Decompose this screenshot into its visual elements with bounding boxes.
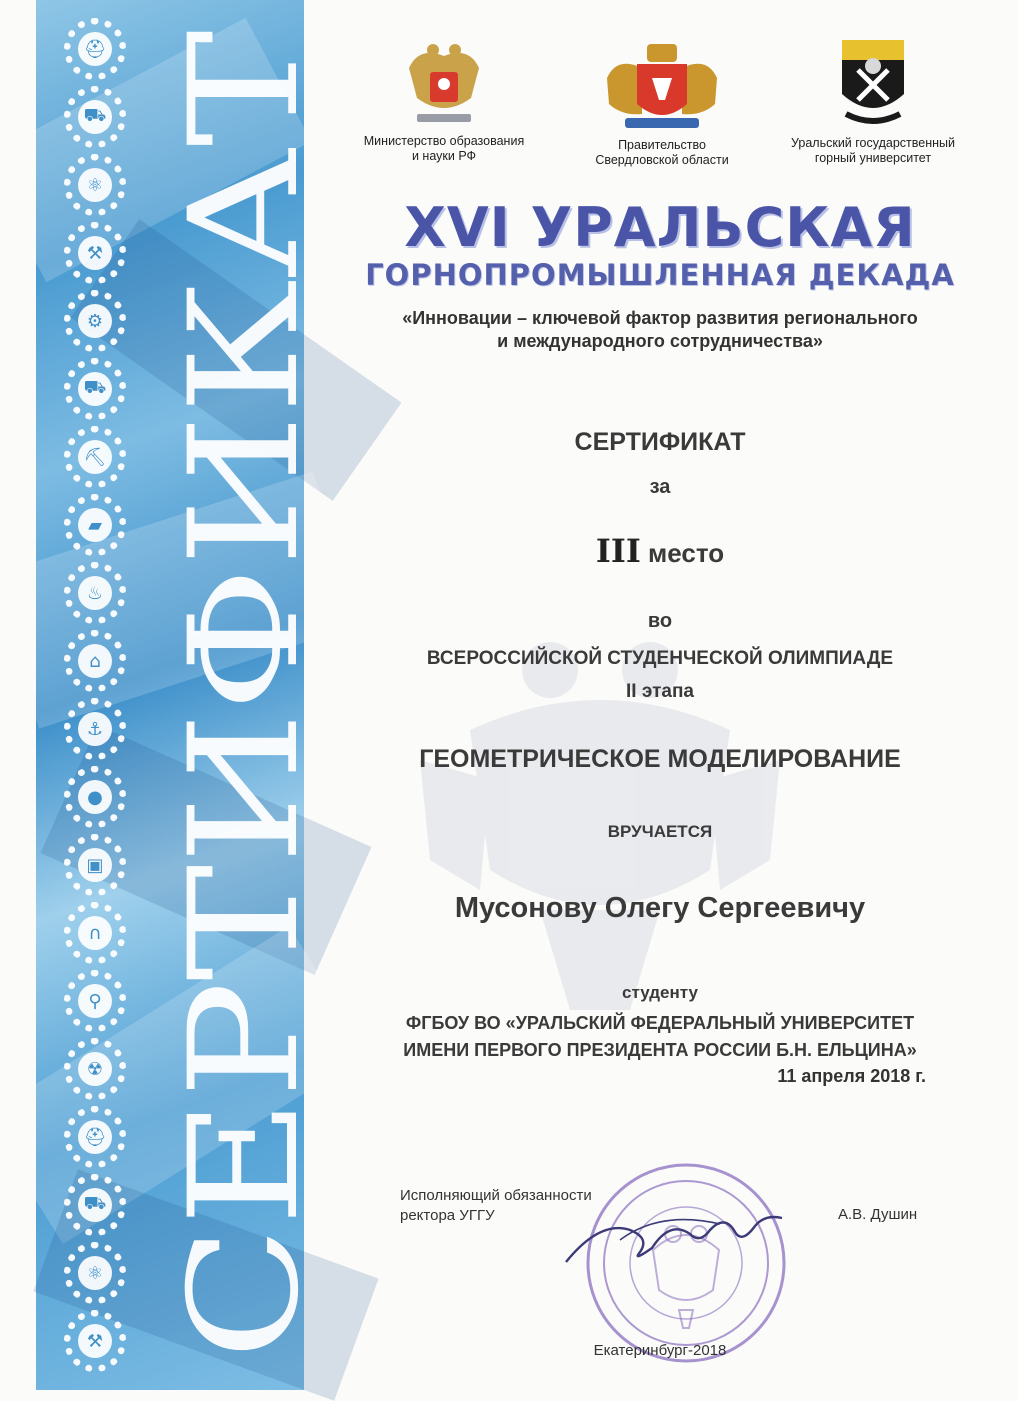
university-caption-2: горный университет (814, 151, 932, 165)
vertical-title (158, 0, 332, 1380)
ministry-logo-block (350, 38, 538, 164)
university-name (330, 1010, 990, 1064)
factory-icon: ⌂ (64, 630, 126, 692)
radiation-icon: ☢ (64, 1038, 126, 1100)
university-line-1: ФГБОУ ВО «УРАЛЬСКИЙ ФЕДЕРАЛЬНЫЙ УНИВЕРСИТЕТ (405, 1013, 915, 1033)
government-caption-1: Правительство (618, 138, 706, 152)
decorative-side-band (36, 0, 332, 1390)
discipline-name: ГЕОМЕТРИЧЕСКОЕ МОДЕЛИРОВАНИЕ (419, 745, 901, 773)
icon-column (64, 18, 134, 1388)
event-subtitle: ГОРНОПРОМЫШЛЕННАЯ ДЕКАДА (365, 258, 955, 292)
vertical-title-text: СЕРТИФИКАТ (158, 218, 332, 1360)
government-caption-2: Свердловской области (595, 153, 729, 167)
oil-pump-icon: ⚓ (64, 698, 126, 760)
tunnel-icon: ∩ (64, 902, 126, 964)
locomotive-icon: ▣ (64, 834, 126, 896)
motto-line-1: «Инновации – ключевой фактор развития регионального (402, 308, 918, 328)
handwritten-signature (560, 1200, 790, 1280)
signer-role-line-2: ректора УГГУ (400, 1207, 495, 1224)
signer-name: А.В. Душин (838, 1206, 918, 1223)
mining-helmet-icon: ⛑ (64, 1106, 126, 1168)
award-date: 11 апреля 2018 г. (777, 1066, 926, 1086)
excavator-icon: ⚒ (64, 1310, 126, 1372)
government-logo-block (568, 38, 756, 168)
recipient-status: студенту (622, 983, 698, 1002)
ministry-caption-1: Министерство образования (363, 134, 525, 148)
rock-drill-icon: ⚙ (64, 290, 126, 352)
dump-truck-icon: ⛟ (64, 358, 126, 420)
olympiad-stage: II этапа (626, 681, 694, 702)
eagle-watermark (410, 610, 790, 1030)
pickaxe-icon: ⛏ (64, 426, 126, 488)
mine-cart-icon: ⛟ (64, 86, 126, 148)
excavator-icon: ⚒ (64, 222, 126, 284)
mine-cart-icon: ⛟ (64, 1174, 126, 1236)
event-motto (330, 307, 990, 353)
signer-role-line-1: Исполняющий обязанности (400, 1187, 592, 1204)
university-caption-1: Уральский государственный (791, 136, 955, 150)
city-year: Екатеринбург-2018 (593, 1342, 727, 1359)
mining-helmet-icon: ⛑ (64, 18, 126, 80)
in-word: во (647, 610, 673, 632)
certificate-title: СЕРТИФИКАТ (574, 428, 746, 456)
flame-icon: ♨ (64, 562, 126, 624)
event-title: XVI УРАЛЬСКАЯ (404, 196, 916, 259)
olympiad-name: ВСЕРОССИЙСКОЙ СТУДЕНЧЕСКОЙ ОЛИМПИАДЕ (426, 648, 894, 669)
university-logo-block (778, 36, 968, 166)
sverdlovsk-coat-of-arms-icon (597, 38, 727, 134)
awarded-word: ВРУЧАЕТСЯ (607, 822, 713, 841)
place-line (330, 532, 990, 570)
place-number: III (595, 532, 641, 570)
ministry-emblem-icon (399, 38, 489, 130)
atom-icon: ⚛ (64, 1242, 126, 1304)
motto-line-2: и международного сотрудничества» (497, 331, 823, 351)
for-word: за (649, 476, 671, 498)
gold-bar-icon: ▰ (64, 494, 126, 556)
ministry-caption-2: и науки РФ (411, 149, 477, 163)
university-shield-icon (838, 36, 908, 132)
place-word: место (648, 538, 725, 568)
recipient-name: Мусонову Олегу Сергеевичу (454, 892, 866, 924)
atom-icon: ⚛ (64, 154, 126, 216)
oil-drop-icon: ● (64, 766, 126, 828)
university-line-2: ИМЕНИ ПЕРВОГО ПРЕЗИДЕНТА РОССИИ Б.Н. ЕЛЬЦИНА» (403, 1040, 917, 1060)
oil-rig-icon: ⚲ (64, 970, 126, 1032)
